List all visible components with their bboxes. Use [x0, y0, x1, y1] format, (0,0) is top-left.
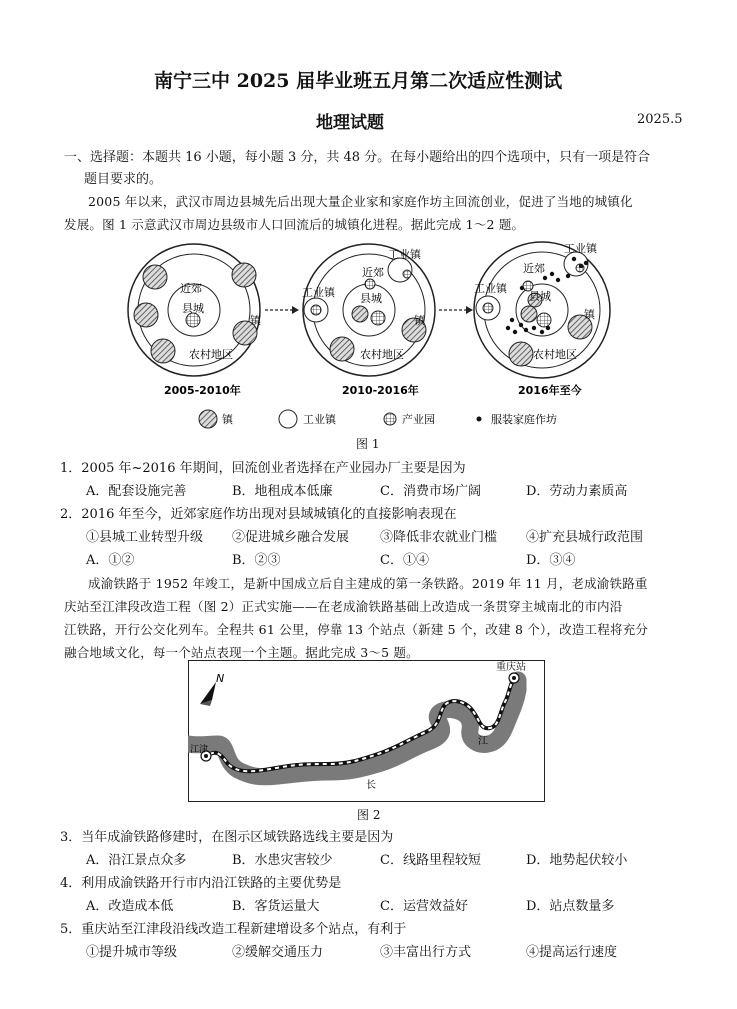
town-icon — [509, 342, 533, 366]
panel3-industrial-town-left-label: 工业镇 — [474, 282, 507, 295]
panel2-suburb-label: 近郊 — [362, 266, 384, 279]
q1-option-d[interactable]: D．劳动力素质高 — [526, 484, 628, 499]
panel2-caption: 2010-2016年 — [342, 384, 419, 397]
q4-stem: 4．利用成渝铁路开行市内沿江铁路的主要优势是 — [60, 876, 342, 891]
north-label: N — [216, 672, 225, 685]
exam-subtitle: 地理试题 — [316, 113, 384, 133]
panel3-industrial-town-label: 工业镇 — [564, 242, 597, 255]
town-icon — [330, 337, 354, 361]
exam-date: 2025.5 — [637, 112, 683, 127]
exam-title: 南宁三中 2025 届毕业班五月第二次适应性测试 — [154, 70, 563, 92]
q2-option-b[interactable]: B．②③ — [232, 553, 281, 568]
legend-town: 镇 — [222, 413, 233, 426]
legend-industrial-town: 工业镇 — [303, 413, 336, 426]
panel3-caption: 2016年至今 — [518, 384, 582, 397]
panel1-suburb-label: 近郊 — [180, 282, 202, 295]
legend-clothing-workshop: 服装家庭作坊 — [491, 413, 557, 426]
section1-heading-line2: 题目要求的。 — [84, 172, 163, 187]
panel-2010-2016 — [302, 244, 435, 397]
q2-option-a[interactable]: A．①② — [86, 553, 135, 568]
passage1-line2: 发展。图 1 示意武汉市周边县级市人口回流后的城镇化进程。据此完成 1～2 题。 — [64, 217, 525, 232]
passage1-line1: 2005 年以来，武汉市周边县城先后出现大量企业家和家庭作坊主回流创业，促进了当地的城镇化 — [88, 194, 633, 209]
q5-item-1: ①提升城市等级 — [86, 945, 178, 960]
q2-item-1: ①县城工业转型升级 — [86, 530, 204, 545]
q4-option-d[interactable]: D．站点数量多 — [526, 899, 615, 914]
q4-option-b[interactable]: B．客货运量大 — [232, 899, 320, 914]
passage2-line1: 成渝铁路于 1952 年竣工，是新中国成立后自主建成的第一条铁路。2019 年 11 月，老成渝铁路重 — [88, 576, 648, 591]
figure2-map — [188, 660, 545, 802]
figure1-label: 图 1 — [356, 437, 380, 451]
panel-2005-2010 — [128, 244, 262, 397]
q2-option-d[interactable]: D．③④ — [526, 553, 576, 568]
section1-heading-line1: 一、选择题：本题共 16 小题，每小题 3 分，共 48 分。在每小题给出的四个选项中，只有一项是符合 — [64, 150, 651, 165]
industrial-park-icon — [186, 313, 200, 327]
station-chongqing-label: 重庆站 — [496, 662, 526, 673]
q2-option-c[interactable]: C．①④ — [380, 553, 429, 568]
town-icon — [134, 303, 158, 327]
passage2-line4: 融合地域文化，每一个站点表现一个主题。据此完成 3～5 题。 — [64, 645, 419, 660]
q2-item-4: ④扩充县城行政范围 — [526, 530, 644, 545]
panel2-center-label: 县城 — [360, 292, 382, 305]
q1-option-b[interactable]: B．地租成本低廉 — [232, 484, 333, 499]
q2-item-3: ③降低非农就业门槛 — [380, 530, 498, 545]
q3-option-d[interactable]: D．地势起伏较小 — [526, 853, 628, 868]
town-icon — [232, 263, 256, 287]
station-jiangjin-label: 江津 — [190, 745, 209, 755]
panel2-industrial-town-label: 工业镇 — [388, 248, 421, 261]
legend-industrial-park: 产业园 — [402, 413, 435, 426]
q3-option-a[interactable]: A．沿江景点众多 — [86, 853, 187, 868]
panel3-town-label: 镇 — [584, 308, 595, 321]
q4-option-c[interactable]: C．运营效益好 — [380, 899, 468, 914]
figure1-diagram — [124, 236, 624, 436]
town-icon — [143, 265, 167, 289]
panel3-center-label: 县城 — [529, 290, 551, 303]
panel1-rural-label: 农村地区 — [189, 348, 233, 361]
panel3-suburb-label: 近郊 — [523, 262, 545, 275]
panel2-town-label: 镇 — [414, 314, 425, 327]
panel1-center-label: 县城 — [182, 302, 204, 315]
panel2-industrial-town-left-label: 工业镇 — [302, 286, 335, 299]
q5-item-4: ④提高运行速度 — [526, 945, 618, 960]
q5-stem: 5．重庆站至江津段沿线改造工程新建增设多个站点，有利于 — [60, 922, 407, 937]
figure1-legend — [199, 410, 557, 428]
q2-stem: 2．2016 年至今，近郊家庭作坊出现对县域城镇化的直接影响表现在 — [60, 507, 457, 522]
figure2-label: 图 2 — [357, 808, 381, 822]
q1-option-c[interactable]: C．消费市场广阔 — [380, 484, 481, 499]
panel1-caption: 2005-2010年 — [164, 384, 241, 397]
river-label-jiang: 江 — [478, 736, 488, 747]
q3-option-b[interactable]: B．水患灾害较少 — [232, 853, 333, 868]
passage2-line3: 江铁路，开行公交化列车。全程共 61 公里，停靠 13 个站点（新建 5 个，改建 8 个），改造工程将充分 — [64, 622, 649, 637]
passage2-line2: 庆站至江津段改造工程（图 2）正式实施——在老成渝铁路基础上改造成一条贯穿主城南北的市内沿 — [64, 599, 623, 614]
river-label-chang: 长 — [366, 780, 376, 791]
panel1-town-label: 镇 — [250, 314, 261, 327]
q3-option-c[interactable]: C．线路里程较短 — [380, 853, 481, 868]
q1-stem: 1．2005 年~2016 年期间，回流创业者选择在产业园办厂主要是因为 — [60, 461, 466, 476]
q3-stem: 3．当年成渝铁路修建时，在图示区域铁路选线主要是因为 — [60, 830, 394, 845]
town-icon — [151, 339, 175, 363]
q2-item-2: ②促进城乡融合发展 — [232, 530, 350, 545]
q5-item-3: ③丰富出行方式 — [380, 945, 472, 960]
q4-option-a[interactable]: A．改造成本低 — [86, 899, 174, 914]
panel3-rural-label: 农村地区 — [533, 348, 577, 361]
q1-option-a[interactable]: A．配套设施完善 — [86, 484, 187, 499]
q5-item-2: ②缓解交通压力 — [232, 945, 324, 960]
panel2-rural-label: 农村地区 — [360, 348, 404, 361]
panel-2016-present — [474, 241, 610, 397]
